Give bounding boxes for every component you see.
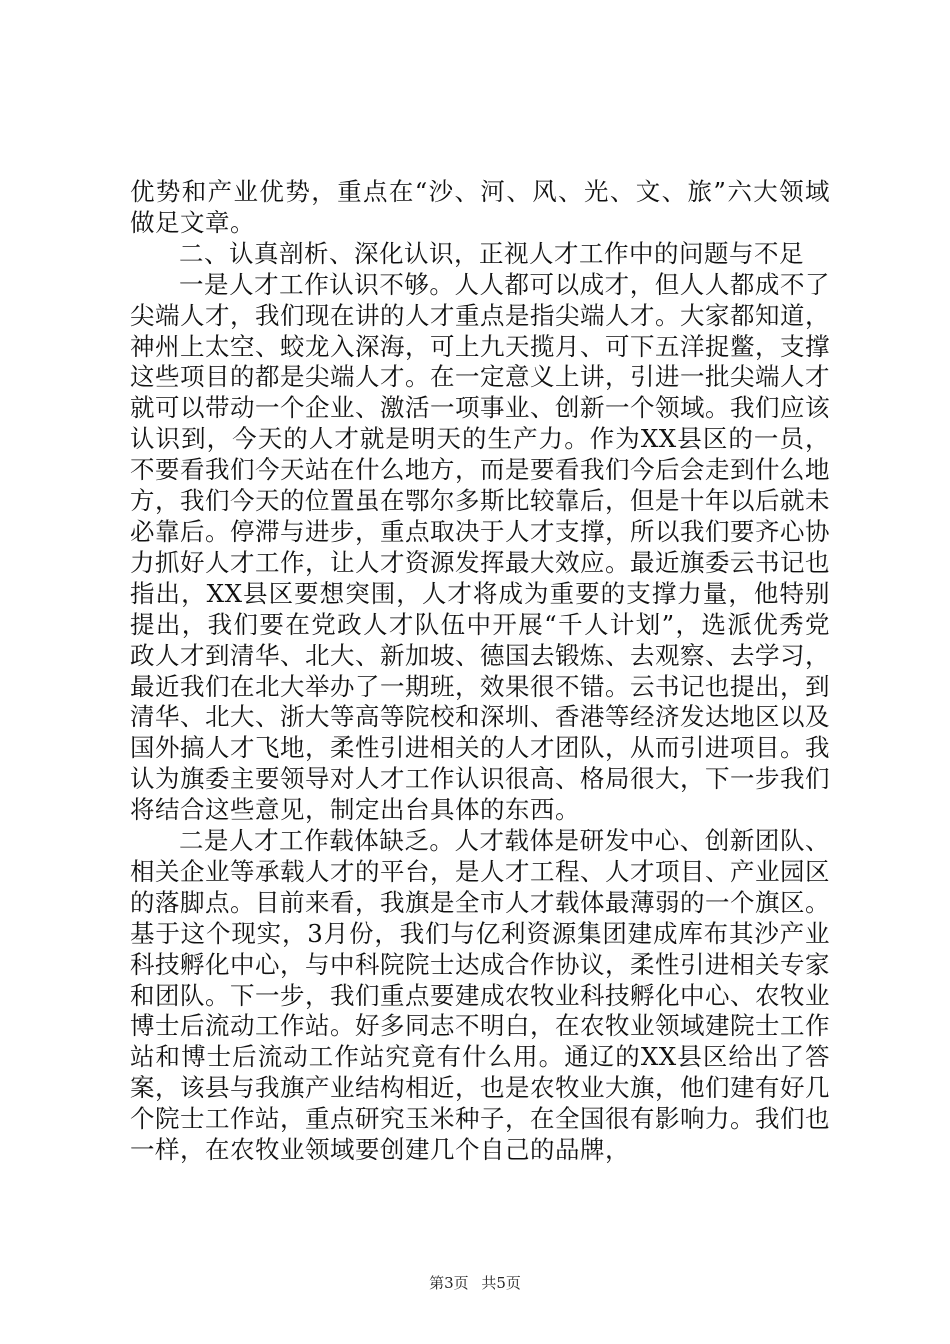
- paragraph-talent-awareness: 一是人才工作认识不够。人人都可以成才，但人人都成不了尖端人才，我们现在讲的人才重点是指尖端人才。大家都知道，神州上太空、蛟龙入深海，可上九天揽月、可下五洋捉鳖，支撑这些项目的都是尖端人才。在一定意义上讲，引进一批尖端人才就可以带动一个企业、激活一项事业、创新一个领域。我们应该认识到，今天的人才就是明天的生产力。作为XX县区的一员，不要看我们今天站在什么地方，而是要看我们今后会走到什么地方，我们今天的位置虽在鄂尔多斯比较靠后，但是十年以后就未必靠后。停滞与进步，重点取决于人才支撑，所以我们要齐心协力抓好人才工作，让人才资源发挥最大效应。最近旗委云书记也指出，XX县区要想突围，人才将成为重要的支撑力量，他特别提出，我们要在党政人才队伍中开展“千人计划”，选派优秀党政人才到清华、北大、新加坡、德国去锻炼、去观察、去学习，最近我们在北大举办了一期班，效果很不错。云书记也提出，到清华、北大、浙大等高等院校和深圳、香港等经济发达地区以及国外搞人才飞地，柔性引进相关的人才团队，从而引进项目。我认为旗委主要领导对人才工作认识很高、格局很大，下一步我们将结合这些意见，制定出台具体的东西。: [130, 269, 830, 825]
- section-heading: 二、认真剖析、深化认识，正视人才工作中的问题与不足: [179, 238, 804, 268]
- paragraph-continuation: 优势和产业优势，重点在“沙、河、风、光、文、旅”六大领域做足文章。: [130, 177, 830, 237]
- page-footer: [0, 1273, 950, 1293]
- page-number: 第3页: [429, 1274, 469, 1292]
- paragraph-talent-carriers: 二是人才工作载体缺乏。人才载体是研发中心、创新团队、相关企业等承载人才的平台，是人才工程、人才项目、产业园区的落脚点。目前来看，我旗是全市人才载体最薄弱的一个旗区。基于这个现实，3月份，我们与亿利资源集团建成库布其沙产业科技孵化中心，与中科院院士达成合作协议，柔性引进相关专家和团队。下一步，我们重点要建成农牧业科技孵化中心、农牧业博士后流动工作站。好多同志不明白，在农牧业领域建院士工作站和博士后流动工作站究竟有什么用。通辽的XX县区给出了答案，该县与我旗产业结构相近，也是农牧业大旗，他们建有好几个院士工作站，重点研究玉米种子，在全国很有影响力。我们也一样，在农牧业领域要创建几个自己的品牌，: [130, 826, 830, 1165]
- page-total: 共5页: [481, 1274, 521, 1292]
- document-body: [130, 177, 830, 1166]
